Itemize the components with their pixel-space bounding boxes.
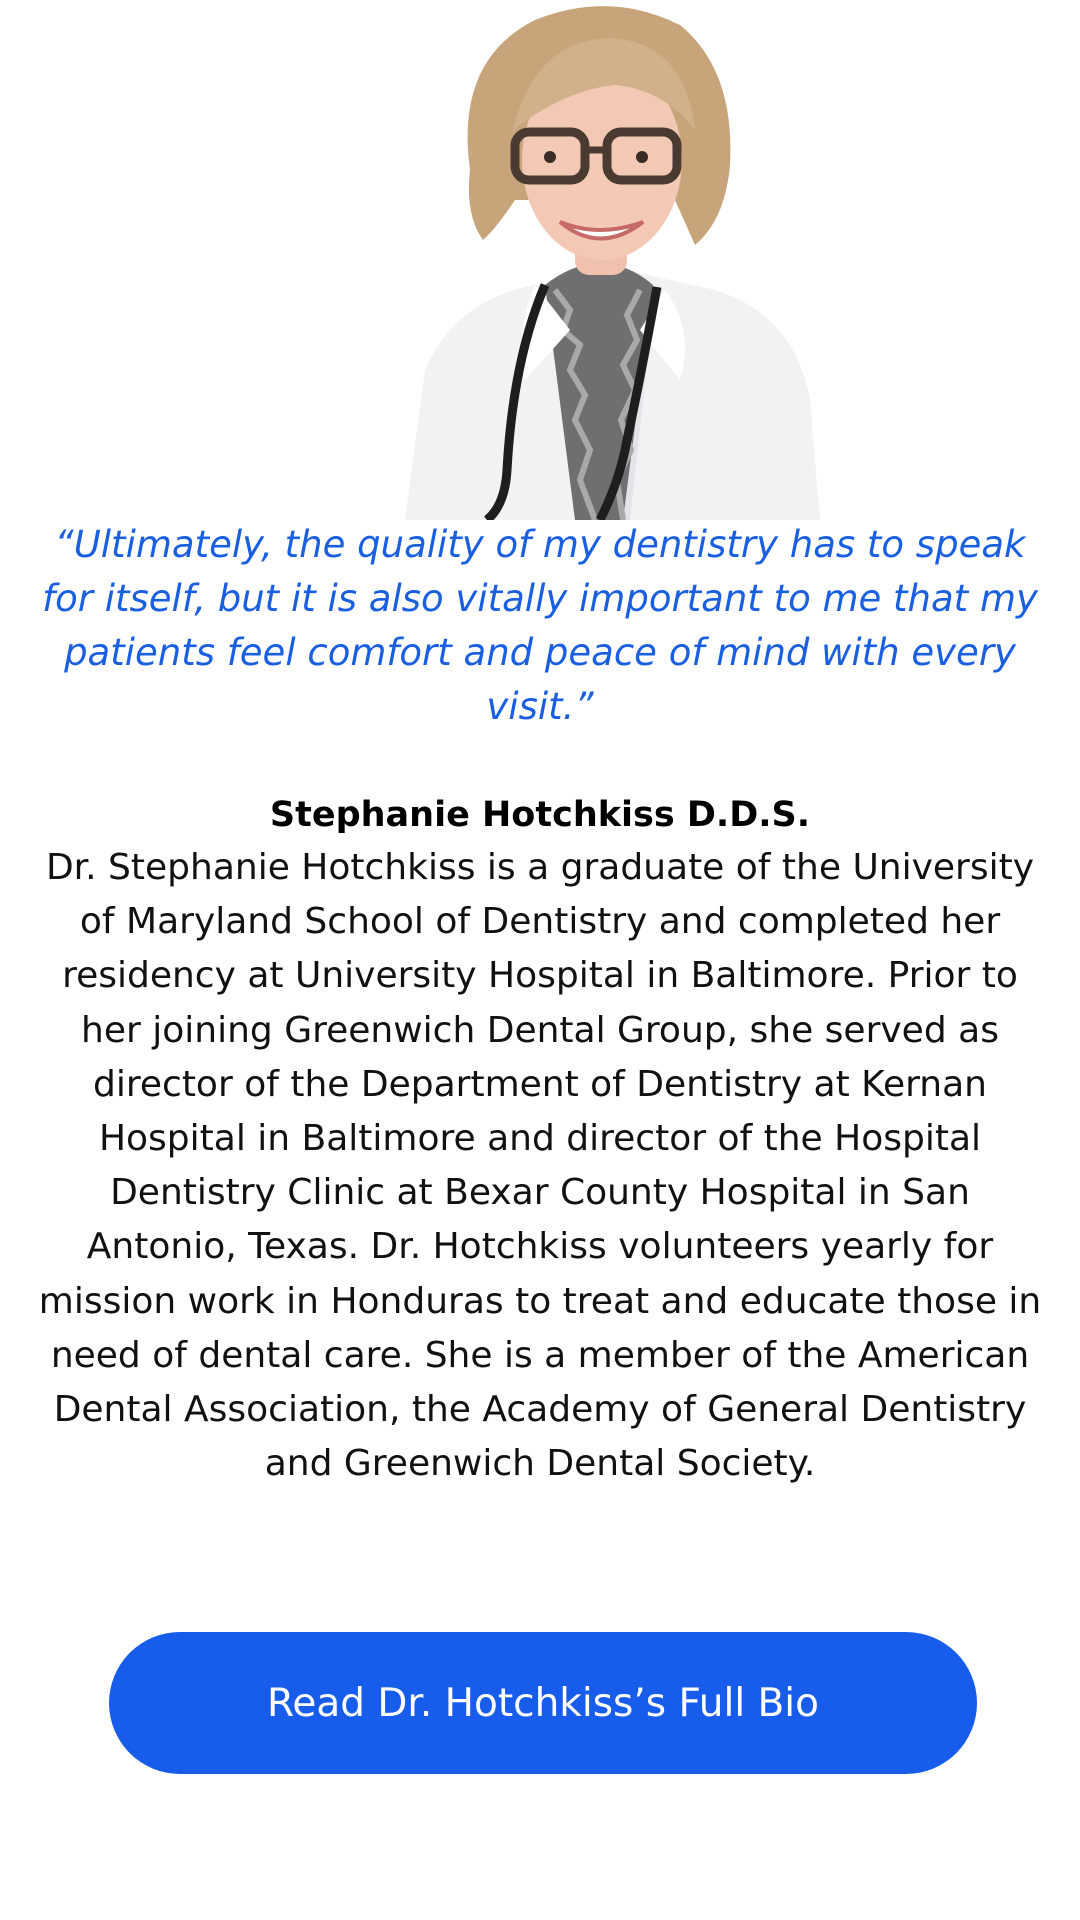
doctor-portrait (395, 0, 825, 520)
read-full-bio-button[interactable] (109, 1632, 977, 1774)
doctor-name: Stephanie Hotchkiss D.D.S. (269, 795, 811, 835)
doctor-quote: “Ultimately, the quality of my dentistry has to speak for itself, but it is also vitally important to me that my patients feel comfort and peace of mind with every visit.” (42, 523, 1038, 728)
doctor-bio: Dr. Stephanie Hotchkiss is a graduate of the University of Maryland School of Dentistry and completed her residency at University Hospital in Baltimore. Prior to her joining Greenwich Dental Group, she served as director of the Department of Dentistry at Kernan Hospital in Baltimore and director of the Hospital Dentistry Clinic at Bexar County Hospital in San Antonio, Texas. Dr. Hotchkiss volunteers yearly for mission work in Honduras to treat and educate those in need of dental care. She is a member of the American Dental Association, the Academy of General Dentistry and Greenwich Dental Society. (38, 847, 1042, 1485)
read-full-bio-button-label: Read Dr. Hotchkiss’s Full Bio (266, 1680, 820, 1726)
